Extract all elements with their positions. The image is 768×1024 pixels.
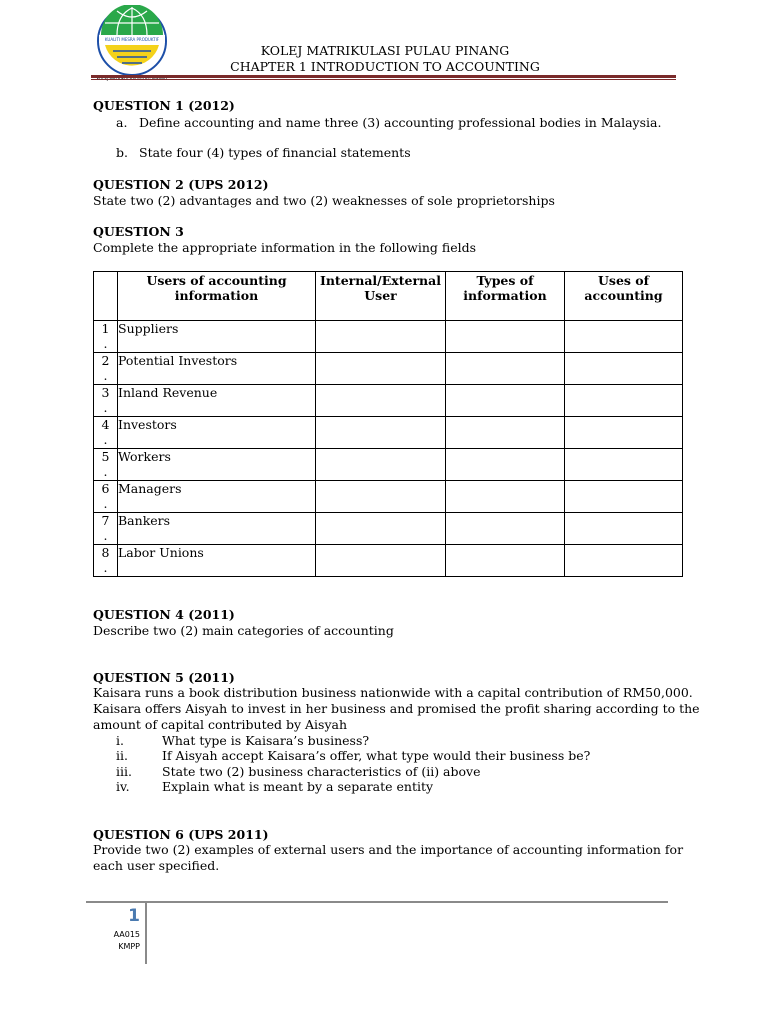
row-user: Inland Revenue — [118, 385, 316, 417]
question-2-title: QUESTION 2 (UPS 2012) — [93, 177, 269, 192]
header-rule-thick — [91, 75, 676, 78]
row-number: 2 . — [94, 353, 118, 385]
q1-item-b-marker: b. — [116, 145, 128, 160]
row-number: 3 . — [94, 385, 118, 417]
cell-types — [446, 481, 565, 513]
table-row — [94, 449, 683, 481]
cell-types — [446, 353, 565, 385]
footer-rule — [86, 901, 668, 903]
cell-types — [446, 449, 565, 481]
q5-item-iii-marker: iii. — [116, 764, 132, 779]
question-4-text: Describe two (2) main categories of accounting — [93, 623, 394, 638]
q5-item-iv-text: Explain what is meant by a separate entity — [162, 779, 434, 794]
row-number: 6 . — [94, 481, 118, 513]
row-user: Bankers — [118, 513, 316, 545]
cell-uses — [565, 417, 683, 449]
header-types-information: Types of information — [446, 272, 565, 321]
footer-divider — [145, 903, 147, 964]
question-5-para-line-3: amount of capital contributed by Aisyah — [93, 717, 348, 732]
college-code: KMPP — [118, 942, 140, 951]
question-3-title: QUESTION 3 — [93, 224, 184, 239]
cell-types — [446, 513, 565, 545]
row-number: 5 . — [94, 449, 118, 481]
question-1-title: QUESTION 1 (2012) — [93, 98, 235, 113]
table-row — [94, 481, 683, 513]
logo-motto: KUALITI MESRA PRODUKTIF — [104, 37, 160, 42]
table-row — [94, 417, 683, 449]
college-name: KOLEJ MATRIKULASI PULAU PINANG — [260, 43, 510, 58]
table-row — [94, 545, 683, 577]
header-users: Users of accounting information — [118, 272, 316, 321]
table-row — [94, 513, 683, 545]
cell-internal-external — [316, 449, 446, 481]
q5-item-ii-marker: ii. — [116, 748, 128, 763]
q5-item-ii-text: If Aisyah accept Kaisara’s offer, what type would their business be? — [162, 748, 591, 763]
q5-item-i-text: What type is Kaisara’s business? — [162, 733, 370, 748]
cell-internal-external — [316, 385, 446, 417]
header-num-cell — [94, 272, 118, 321]
cell-internal-external — [316, 321, 446, 353]
question-5-para-line-2: Kaisara offers Aisyah to invest in her business and promised the profit sharing according to the — [93, 701, 700, 716]
cell-types — [446, 385, 565, 417]
course-code: AA015 — [113, 930, 140, 939]
cell-uses — [565, 353, 683, 385]
question-4-title: QUESTION 4 (2011) — [93, 607, 235, 622]
table-header-row — [94, 272, 683, 321]
question-5-para-line-1: Kaisara runs a book distribution business nationwide with a capital contribution of RM50,000. — [93, 685, 693, 700]
question-3-text: Complete the appropriate information in the following fields — [93, 240, 477, 255]
header-rule-thin — [91, 79, 676, 80]
cell-uses — [565, 321, 683, 353]
cell-uses — [565, 385, 683, 417]
users-table — [93, 271, 683, 577]
row-number: 4 . — [94, 417, 118, 449]
q5-item-iii-text: State two (2) business characteristics of (ii) above — [162, 764, 481, 779]
row-number: 8 . — [94, 545, 118, 577]
cell-internal-external — [316, 481, 446, 513]
table-row — [94, 353, 683, 385]
header-internal-external: Internal/External User — [316, 272, 446, 321]
table-row — [94, 385, 683, 417]
cell-types — [446, 321, 565, 353]
q5-item-iv-marker: iv. — [116, 779, 130, 794]
question-6-line-1: Provide two (2) examples of external users and the importance of accounting information for — [93, 842, 684, 857]
cell-uses — [565, 545, 683, 577]
row-number: 7 . — [94, 513, 118, 545]
page-number: 1 — [128, 906, 140, 926]
question-5-title: QUESTION 5 (2011) — [93, 670, 235, 685]
row-user: Investors — [118, 417, 316, 449]
college-logo — [91, 5, 173, 83]
question-6-title: QUESTION 6 (UPS 2011) — [93, 827, 269, 842]
cell-internal-external — [316, 545, 446, 577]
row-number: 1 . — [94, 321, 118, 353]
row-user: Potential Investors — [118, 353, 316, 385]
cell-uses — [565, 481, 683, 513]
q5-item-i-marker: i. — [116, 733, 124, 748]
cell-internal-external — [316, 417, 446, 449]
question-2-text: State two (2) advantages and two (2) weaknesses of sole proprietorships — [93, 193, 555, 208]
cell-types — [446, 417, 565, 449]
cell-uses — [565, 513, 683, 545]
row-user: Workers — [118, 449, 316, 481]
q1-item-b-text: State four (4) types of financial statements — [139, 145, 411, 160]
row-user: Suppliers — [118, 321, 316, 353]
cell-internal-external — [316, 353, 446, 385]
chapter-title: CHAPTER 1 INTRODUCTION TO ACCOUNTING — [230, 59, 540, 74]
cell-uses — [565, 449, 683, 481]
q1-item-a-text: Define accounting and name three (3) accounting professional bodies in Malaysia. — [139, 115, 662, 130]
header-uses-accounting: Uses of accounting — [565, 272, 683, 321]
row-user: Managers — [118, 481, 316, 513]
q1-item-a-marker: a. — [116, 115, 128, 130]
question-6-line-2: each user specified. — [93, 858, 220, 873]
row-user: Labor Unions — [118, 545, 316, 577]
table-row — [94, 321, 683, 353]
cell-types — [446, 545, 565, 577]
cell-internal-external — [316, 513, 446, 545]
